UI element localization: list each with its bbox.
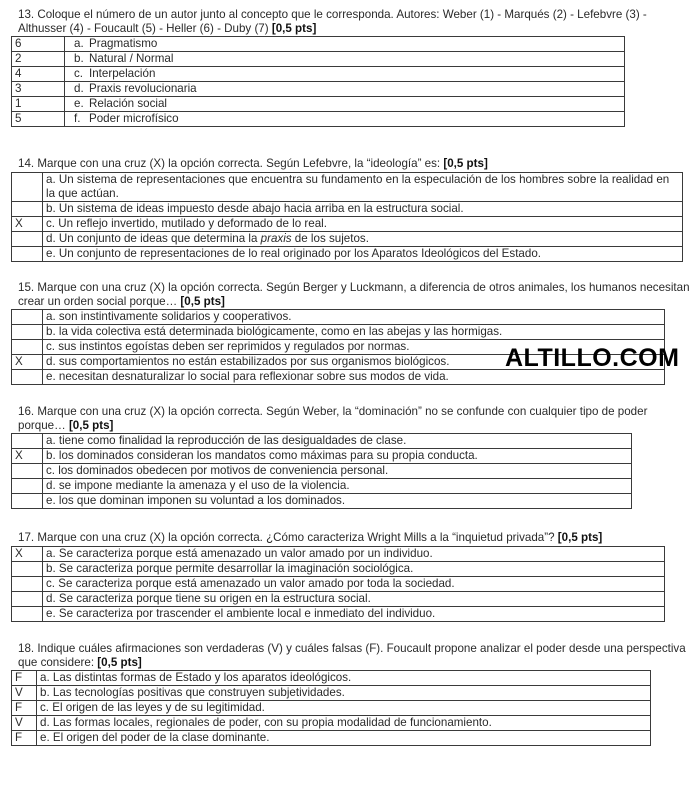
table-row: d. Se caracteriza porque tiene su origen en la estructura social. (12, 591, 665, 606)
question-18 (15, 642, 690, 746)
table-row: V d. Las formas locales, regionales de poder, con su propia modalidad de funcionamiento. (12, 716, 651, 731)
question-17 (15, 531, 690, 622)
answer-cell (12, 434, 43, 449)
table-row: e. necesitan desnaturalizar lo social para reflexionar sobre sus modos de vida. (12, 370, 665, 385)
question-16-table (11, 433, 632, 509)
question-14 (15, 157, 690, 262)
answer-cell (12, 464, 43, 479)
answer-cell: 6 (12, 37, 65, 52)
question-16-title: 16. Marque con una cruz (X) la opción correcta. Según Weber, la “dominación” no se confunde con cualquier tipo de poder porque… [0,5 pts] (18, 405, 648, 432)
answer-cell (12, 576, 43, 591)
table-row: c. sus instintos egoístas deben ser reprimidos y regulados por normas. (12, 340, 665, 355)
answer-cell: X (12, 449, 43, 464)
question-15-title: 15. Marque con una cruz (X) la opción correcta. Según Berger y Luckmann, a diferencia de otros animales, los humanos necesitan crear un orden social porque… [0,5 pts] (18, 281, 690, 308)
table-row: d. se impone mediante la amenaza y el uso de la violencia. (12, 479, 632, 494)
table-row: F a. Las distintas formas de Estado y los aparatos ideológicos. (12, 671, 651, 686)
question-14-table (11, 172, 683, 262)
table-row: 1 e. Relación social (12, 97, 625, 112)
question-16 (15, 405, 690, 509)
table-row: X d. sus comportamientos no están estabilizados por sus organismos biológicos. (12, 355, 665, 370)
answer-cell (12, 606, 43, 621)
table-row: b. la vida colectiva está determinada biológicamente, como en las abejas y las hormigas. (12, 325, 665, 340)
answer-cell (12, 370, 43, 385)
table-row: c. los dominados obedecen por motivos de conveniencia personal. (12, 464, 632, 479)
table-row: a. tiene como finalidad la reproducción de las desigualdades de clase. (12, 434, 632, 449)
table-row: c. Se caracteriza porque está amenazado un valor amado por toda la sociedad. (12, 576, 665, 591)
answer-cell (12, 325, 43, 340)
table-row: X b. los dominados consideran los mandatos como máximas para su propia conducta. (12, 449, 632, 464)
answer-cell: 3 (12, 82, 65, 97)
table-row: V b. Las tecnologías positivas que construyen subjetividades. (12, 686, 651, 701)
answer-cell (12, 591, 43, 606)
answer-cell (12, 494, 43, 509)
answer-cell (12, 340, 43, 355)
answer-cell (12, 172, 43, 201)
question-18-title: 18. Indique cuáles afirmaciones son verdaderas (V) y cuáles falsas (F). Foucault propone analizar el poder desde una perspectiva que considere: [0,5 pts] (18, 642, 686, 669)
table-row: 4 c. Interpelación (12, 67, 625, 82)
answer-cell: V (12, 716, 37, 731)
answer-cell: F (12, 701, 37, 716)
answer-cell: V (12, 686, 37, 701)
question-14-title: 14. Marque con una cruz (X) la opción correcta. Según Lefebvre, la “ideología” es: [0,5 pts] (18, 157, 488, 170)
table-row: F e. El origen del poder de la clase dominante. (12, 731, 651, 746)
table-row: 2 b. Natural / Normal (12, 52, 625, 67)
answer-cell (12, 561, 43, 576)
table-row: a. son instintivamente solidarios y cooperativos. (12, 310, 665, 325)
answer-cell: 5 (12, 112, 65, 127)
table-row: b. Se caracteriza porque permite desarrollar la imaginación sociológica. (12, 561, 665, 576)
table-row: b. Un sistema de ideas impuesto desde abajo hacia arriba en la estructura social. (12, 201, 683, 216)
answer-cell: 2 (12, 52, 65, 67)
answer-cell: X (12, 216, 43, 231)
answer-cell (12, 479, 43, 494)
table-row: e. los que dominan imponen su voluntad a los dominados. (12, 494, 632, 509)
question-13-title: 13. Coloque el número de un autor junto al concepto que le corresponda. Autores: Weber (1) - Marqués (2) - Lefebvre (3) - Althusser (4) - Foucault (5) - Heller (6) - Duby (7) [0,5 pts] (18, 8, 647, 35)
question-17-table (11, 546, 665, 622)
table-row: d. Un conjunto de ideas que determina la praxis de los sujetos. (12, 231, 683, 246)
answer-cell (12, 201, 43, 216)
table-row: 3 d. Praxis revolucionaria (12, 82, 625, 97)
watermark-logo: ALTILLO.COM (505, 344, 680, 372)
table-row: F c. El origen de las leyes y de su legitimidad. (12, 701, 651, 716)
answer-cell (12, 310, 43, 325)
question-13-table (11, 36, 625, 127)
table-row: e. Se caracteriza por trascender el ambiente local e inmediato del individuo. (12, 606, 665, 621)
question-17-title: 17. Marque con una cruz (X) la opción correcta. ¿Cómo caracteriza Wright Mills a la “inquietud privada”? [0,5 pts] (18, 531, 603, 544)
answer-cell (12, 231, 43, 246)
answer-cell (12, 246, 43, 261)
answer-cell: 1 (12, 97, 65, 112)
table-row: 6 a. Pragmatismo (12, 37, 625, 52)
table-row: X a. Se caracteriza porque está amenazado un valor amado por un individuo. (12, 546, 665, 561)
answer-cell: 4 (12, 67, 65, 82)
answer-cell: F (12, 731, 37, 746)
answer-cell: F (12, 671, 37, 686)
table-row: e. Un conjunto de representaciones de lo real originado por los Aparatos Ideológicos del Estado. (12, 246, 683, 261)
table-row: X c. Un reflejo invertido, mutilado y deformado de lo real. (12, 216, 683, 231)
table-row: a. Un sistema de representaciones que encuentra su fundamento en la especulación de los hombres sobre la realidad en la que actúan. (12, 172, 683, 201)
table-row: 5 f. Poder microfísico (12, 112, 625, 127)
answer-cell: X (12, 546, 43, 561)
answer-cell: X (12, 355, 43, 370)
question-13 (15, 8, 690, 127)
question-18-table (11, 670, 651, 746)
